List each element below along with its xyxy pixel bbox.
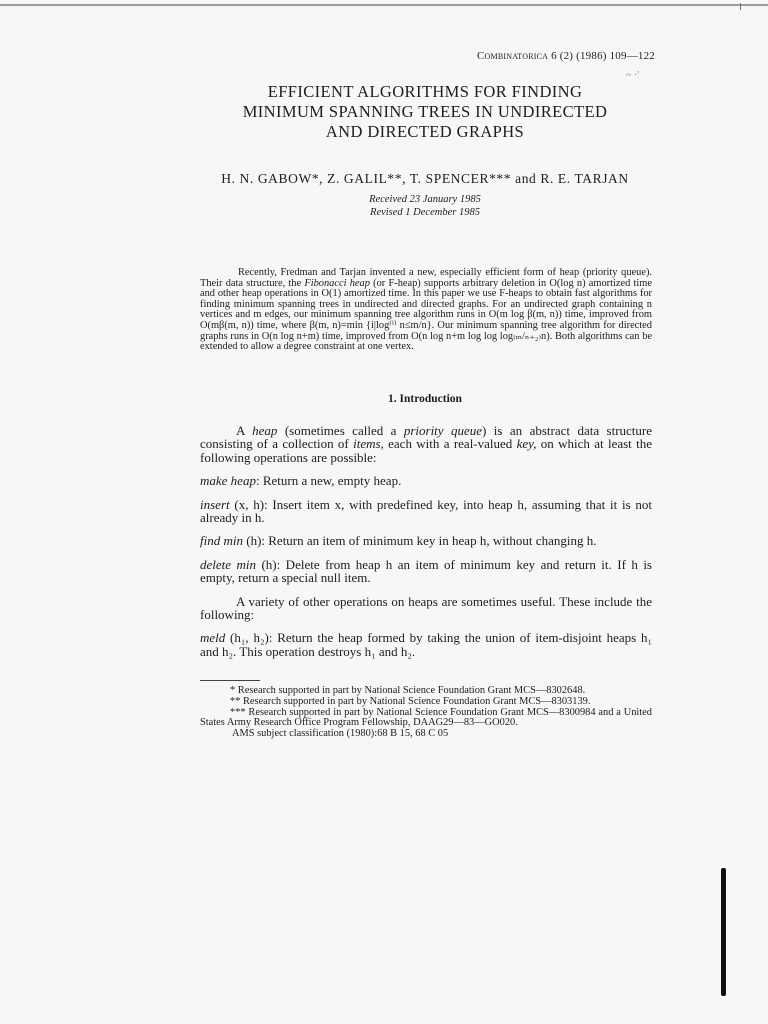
section-heading: 1. Introduction bbox=[388, 393, 462, 405]
operation-insert bbox=[200, 498, 652, 525]
operation-description: : Return a new, empty heap. bbox=[255, 473, 402, 489]
footnote: * Research supported in part by National Science Foundation Grant MCS—8302648. bbox=[230, 685, 586, 696]
variety-paragraph: A variety of other operations on heaps are sometimes useful. These include the following: bbox=[200, 593, 652, 623]
abstract-text: Recently, Fredman and Tarjan invented a new, especially efficient form of heap (priority queue). Their data structure, the bbox=[200, 267, 652, 289]
journal-issue: 6 (2) (1986) 109—122 bbox=[548, 50, 655, 62]
title-line: EFFICIENT ALGORITHMS FOR FINDING bbox=[267, 82, 583, 101]
abstract-emphasis: Fibonacci heap bbox=[304, 277, 370, 289]
body-text: ) is an abstract data structure consisting of a collection of bbox=[200, 423, 653, 452]
introduction-body bbox=[200, 424, 652, 668]
paper-title bbox=[150, 82, 700, 142]
abstract-text: (or F-heap) supports arbitrary deletion in O(log n) amortized time and other heap operations in O(1) amortized time. In this paper we use F-heaps to obtain fast algorithms for finding minimum spanning trees in undirected and directed graphs. For an undirected graph containing n vertices and m edges, our minimum spanning tree algorithm runs in O(m log β(m, n)) time, improved from O(mβ(m, n)) time, where β(m, n)=min {i|log⁽ⁱ⁾ n≤m/n}. Our minimum spanning tree algorithm for directed graphs runs in O(n log n+m) time, improved from O(n log n+m log log log₍ₘ/ₙ₊₂₎n). Both algorithms can be extended to allow a degree constraint at one vertex. bbox=[200, 277, 652, 353]
operation-description: (h): Return an item of minimum key in heap h, without changing h. bbox=[242, 533, 597, 549]
operation-find-min bbox=[200, 534, 652, 547]
journal-citation bbox=[430, 50, 655, 62]
body-text: (sometimes called a bbox=[277, 423, 404, 438]
title-line: AND DIRECTED GRAPHS bbox=[325, 122, 525, 141]
term-key: key, bbox=[516, 436, 537, 452]
operation-make-heap bbox=[200, 474, 652, 487]
footnote: *** Research supported in part by National Science Foundation Grant MCS—8300984 and a United States Army Research Office Program Fellowship, DAAG29—83—GO020. bbox=[200, 706, 652, 729]
term-items: items, bbox=[353, 436, 384, 452]
operation-name: insert bbox=[200, 496, 230, 512]
author-list: H. N. GABOW*, Z. GALIL**, T. SPENCER*** and R. E. TARJAN bbox=[221, 171, 629, 186]
footnote: ** Research supported in part by National Science Foundation Grant MCS—8303139. bbox=[230, 695, 591, 707]
operation-meld bbox=[200, 631, 652, 658]
abstract-paragraph bbox=[200, 268, 652, 353]
title-line: MINIMUM SPANNING TREES IN UNDIRECTED bbox=[242, 102, 608, 121]
top-scan-tick bbox=[740, 3, 741, 10]
received-date: Received 23 January 1985 bbox=[369, 194, 481, 205]
ams-classification: AMS subject classification (1980):68 B 15, 68 C 05 bbox=[232, 728, 449, 740]
abstract bbox=[200, 268, 652, 353]
body-text: each with a real-valued bbox=[383, 436, 517, 452]
top-scan-border bbox=[0, 4, 768, 6]
operation-description: (x, h): Insert item x, with predefined key, into heap h, assuming that it is not already in h. bbox=[200, 496, 652, 526]
journal-name: Combinatorica bbox=[477, 50, 549, 62]
operation-name: make heap bbox=[200, 473, 256, 489]
operation-description: (h): Delete from heap h an item of minimum key and return it. If h is empty, return a special null item. bbox=[200, 556, 652, 586]
operation-name: delete min bbox=[200, 556, 256, 572]
term-heap: heap bbox=[252, 423, 278, 438]
footnote-divider bbox=[200, 680, 260, 681]
operation-delete-min bbox=[200, 558, 652, 585]
operation-name: meld bbox=[200, 630, 226, 646]
operation-name: find min bbox=[200, 533, 243, 549]
submission-dates bbox=[200, 193, 650, 219]
term-priority-queue: priority queue bbox=[403, 423, 483, 438]
revised-date: Revised 1 December 1985 bbox=[370, 207, 480, 218]
body-text: on which at least the following operations are possible: bbox=[200, 436, 652, 465]
margin-mark: ~ ·' bbox=[626, 70, 640, 81]
footnotes bbox=[200, 686, 652, 740]
body-text: A bbox=[236, 423, 253, 438]
operation-description: (h₁, h₂): Return the heap formed by taking the union of item-disjoint heaps h₁ and h₂. This operation destroys h₁ and h₂. bbox=[200, 630, 652, 659]
intro-paragraph bbox=[200, 424, 652, 464]
scan-binding-edge bbox=[721, 868, 726, 996]
